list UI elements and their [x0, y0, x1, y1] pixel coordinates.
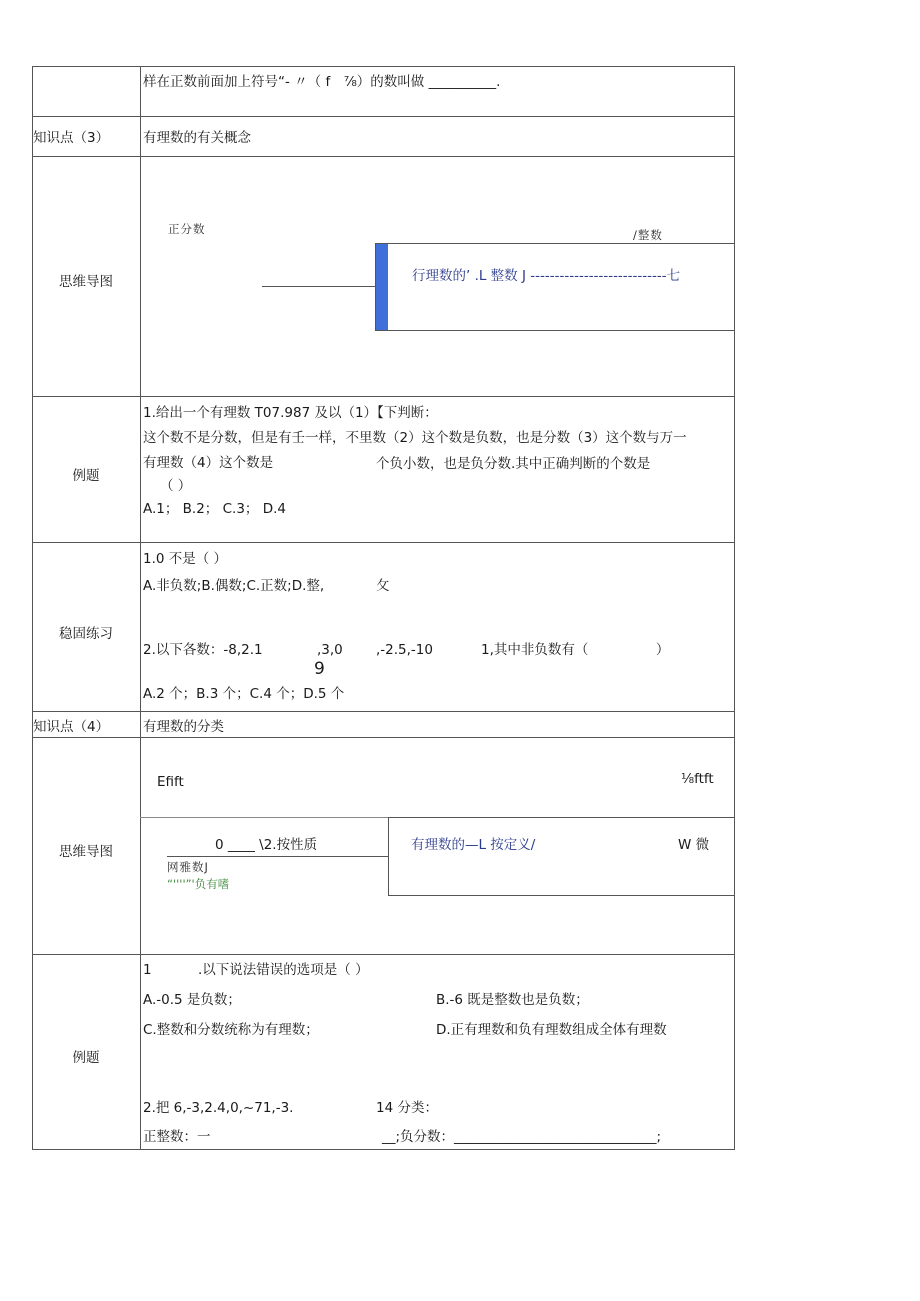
table-column-divider — [140, 66, 141, 1150]
row-label: 例题 — [72, 468, 100, 484]
section-title: 有理数的分类 — [143, 719, 224, 735]
practice-fragment: ,3,0 — [317, 642, 343, 658]
section-title: 有理数的有关概念 — [143, 130, 251, 146]
example-number: 1 — [143, 962, 152, 978]
practice-fragment: 1,其中非负数有（ ） — [481, 642, 670, 658]
table-border-right — [734, 66, 735, 1150]
mindmap-box — [375, 243, 735, 331]
option-c: C.整数和分数统称为有理数； — [143, 1022, 319, 1038]
row-label: 思维导图 — [59, 274, 113, 290]
example-line: 这个数不是分数，但是有壬一样，不里数（2）这个数是负数，也是分数（3）这个数与万一 — [143, 430, 687, 446]
answer-line: __;负分数：______________________________; — [382, 1129, 662, 1145]
practice-options: A.非负数;B.偶数;C.正数;D.整, — [143, 578, 325, 594]
definition-text: 样在正数前面加上符号“- 〃（ f ⅞）的数叫做 __________. — [143, 74, 501, 90]
example-question: 2.把 6,-3,2.4,0,~71,-3. — [143, 1100, 294, 1116]
row-divider — [32, 737, 735, 738]
practice-fragment: ,-2.5,-10 — [376, 642, 433, 658]
option-d: D.正有理数和负有理数组成全体有理数 — [436, 1022, 667, 1038]
mindmap-node: /整数 — [633, 228, 663, 242]
practice-fragment: 9 — [314, 659, 325, 679]
row-label: 例题 — [72, 1050, 100, 1066]
mindmap-accent-bar — [376, 244, 388, 330]
practice-question: 2.以下各数：-8,2.1 — [143, 642, 263, 658]
practice-options: A.2 个；B.3 个；C.4 个；D.5 个 — [143, 686, 345, 702]
mindmap-node: Efift — [157, 774, 184, 790]
row-divider — [32, 954, 735, 955]
mindmap-node: 0 ____ \2.按性质 — [215, 837, 318, 853]
mindmap-connector — [262, 286, 376, 287]
example-fragment: 14 分类： — [376, 1100, 438, 1116]
mindmap-node: 网雅数J — [167, 860, 209, 874]
section-label: 知识点（3） — [33, 130, 110, 146]
practice-question: 1.0 不是（ ） — [143, 551, 228, 567]
mindmap-main-node: 行理数的’ .L 整数 J ----------------------------七 — [412, 268, 681, 284]
row-divider — [32, 156, 735, 157]
example-line: 有理数（4）这个数是 — [143, 455, 274, 471]
mindmap-rule — [140, 817, 388, 818]
section-label: 知识点（4） — [33, 719, 110, 735]
row-divider — [32, 711, 735, 712]
answer-line: 正整数：一 — [143, 1129, 211, 1145]
row-divider — [32, 116, 735, 117]
mindmap-box — [388, 817, 735, 896]
row-divider — [32, 396, 735, 397]
example-line: 1.给出一个有理数 T07.987 及以（1）【下判断： — [143, 405, 438, 421]
option-b: B.-6 既是整数也是负数； — [436, 992, 589, 1008]
mindmap-node: W 微 — [678, 837, 710, 853]
row-divider — [32, 66, 735, 67]
row-divider — [32, 542, 735, 543]
example-line: 个负小数，也是负分数.其中正确判断的个数是 — [376, 456, 651, 472]
example-options: A.1； B.2； C.3； D.4 — [143, 501, 286, 517]
mindmap-main-node: 有理数的—L 按定义/ — [411, 837, 536, 853]
option-a: A.-0.5 是负数； — [143, 992, 241, 1008]
table-border-left — [32, 66, 33, 1150]
mindmap-node: 正分数 — [168, 222, 206, 236]
practice-fragment: 攵 — [376, 578, 390, 594]
row-label: 思维导图 — [59, 844, 113, 860]
row-divider — [32, 1149, 735, 1150]
row-label: 稳固练习 — [59, 626, 113, 642]
example-question: .以下说法错误的选项是（ ） — [198, 962, 369, 978]
mindmap-node: “''''”'负有嗜 — [167, 877, 230, 891]
mindmap-connector — [167, 856, 388, 857]
example-line: （ ） — [160, 478, 192, 494]
mindmap-node: ⅛ftft — [681, 771, 714, 787]
